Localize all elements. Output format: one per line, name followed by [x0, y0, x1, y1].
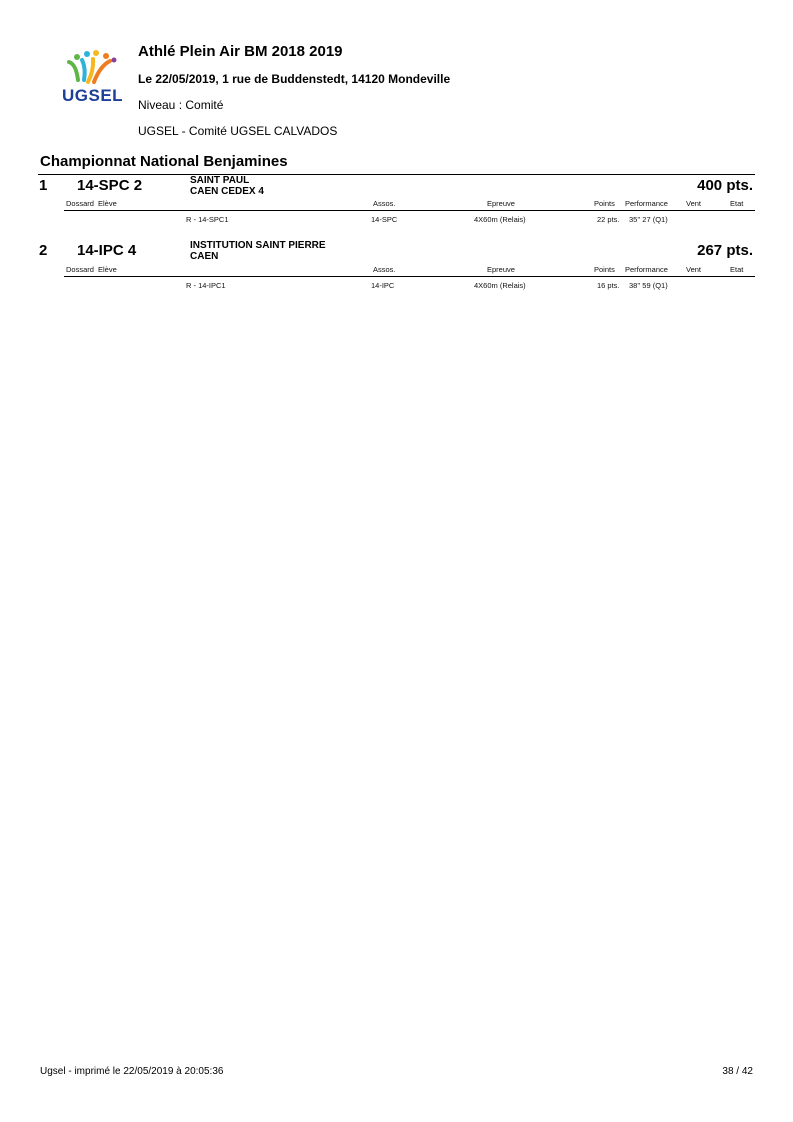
page-number: 38 / 42: [722, 1066, 753, 1077]
col-performance: Performance: [625, 265, 668, 274]
event-organization: UGSEL - Comité UGSEL CALVADOS: [138, 124, 338, 138]
col-etat: Etat: [730, 265, 744, 274]
col-dossard: Dossard: [66, 265, 94, 274]
col-etat: Etat: [730, 199, 744, 208]
team-rank: 1: [39, 177, 48, 194]
event-title: Athlé Plein Air BM 2018 2019: [138, 43, 343, 60]
col-eleve: Elève: [98, 199, 117, 208]
row-performance: 35'' 27 (Q1): [629, 215, 668, 224]
col-assos: Assos.: [373, 199, 396, 208]
col-dossard: Dossard: [66, 199, 94, 208]
col-performance: Performance: [625, 199, 668, 208]
row-performance: 38'' 59 (Q1): [629, 281, 668, 290]
print-timestamp: Ugsel - imprimé le 22/05/2019 à 20:05:36: [40, 1066, 224, 1077]
team-total-points: 267 pts.: [697, 242, 753, 259]
team-total-points: 400 pts.: [697, 177, 753, 194]
col-epreuve: Epreuve: [487, 199, 515, 208]
team-school-name: SAINT PAUL: [190, 175, 250, 186]
team-school-name: INSTITUTION SAINT PIERRE: [190, 240, 326, 251]
row-assos: 14-SPC: [371, 215, 398, 224]
row-eleve: R - 14-SPC1: [186, 215, 229, 224]
col-points: Points: [594, 265, 615, 274]
column-header-divider: [64, 276, 755, 277]
row-points: 16 pts.: [597, 281, 620, 290]
col-epreuve: Epreuve: [487, 265, 515, 274]
team-code: 14-IPC 4: [77, 242, 137, 259]
team-school-city: CAEN CEDEX 4: [190, 186, 264, 197]
championship-title: Championnat National Benjamines: [40, 153, 288, 170]
logo-text: UGSEL: [62, 86, 124, 105]
col-points: Points: [594, 199, 615, 208]
team-school: [190, 175, 264, 197]
column-header-divider: [64, 210, 755, 211]
col-assos: Assos.: [373, 265, 396, 274]
col-vent: Vent: [686, 199, 702, 208]
col-vent: Vent: [686, 265, 702, 274]
team-school: [190, 240, 326, 262]
team-code: 14-SPC 2: [77, 177, 143, 194]
event-level: Niveau : Comité: [138, 98, 224, 112]
col-eleve: Elève: [98, 265, 117, 274]
team-school-city: CAEN: [190, 251, 219, 262]
row-points: 22 pts.: [597, 215, 620, 224]
ugsel-logo: [60, 50, 128, 108]
team-rank: 2: [39, 242, 48, 259]
event-date-location: Le 22/05/2019, 1 rue de Buddenstedt, 14120 Mondeville: [138, 72, 451, 86]
championship-divider: [38, 174, 755, 175]
row-epreuve: 4X60m (Relais): [474, 281, 526, 290]
row-assos: 14-IPC: [371, 281, 395, 290]
row-eleve: R - 14-IPC1: [186, 281, 226, 290]
row-epreuve: 4X60m (Relais): [474, 215, 526, 224]
